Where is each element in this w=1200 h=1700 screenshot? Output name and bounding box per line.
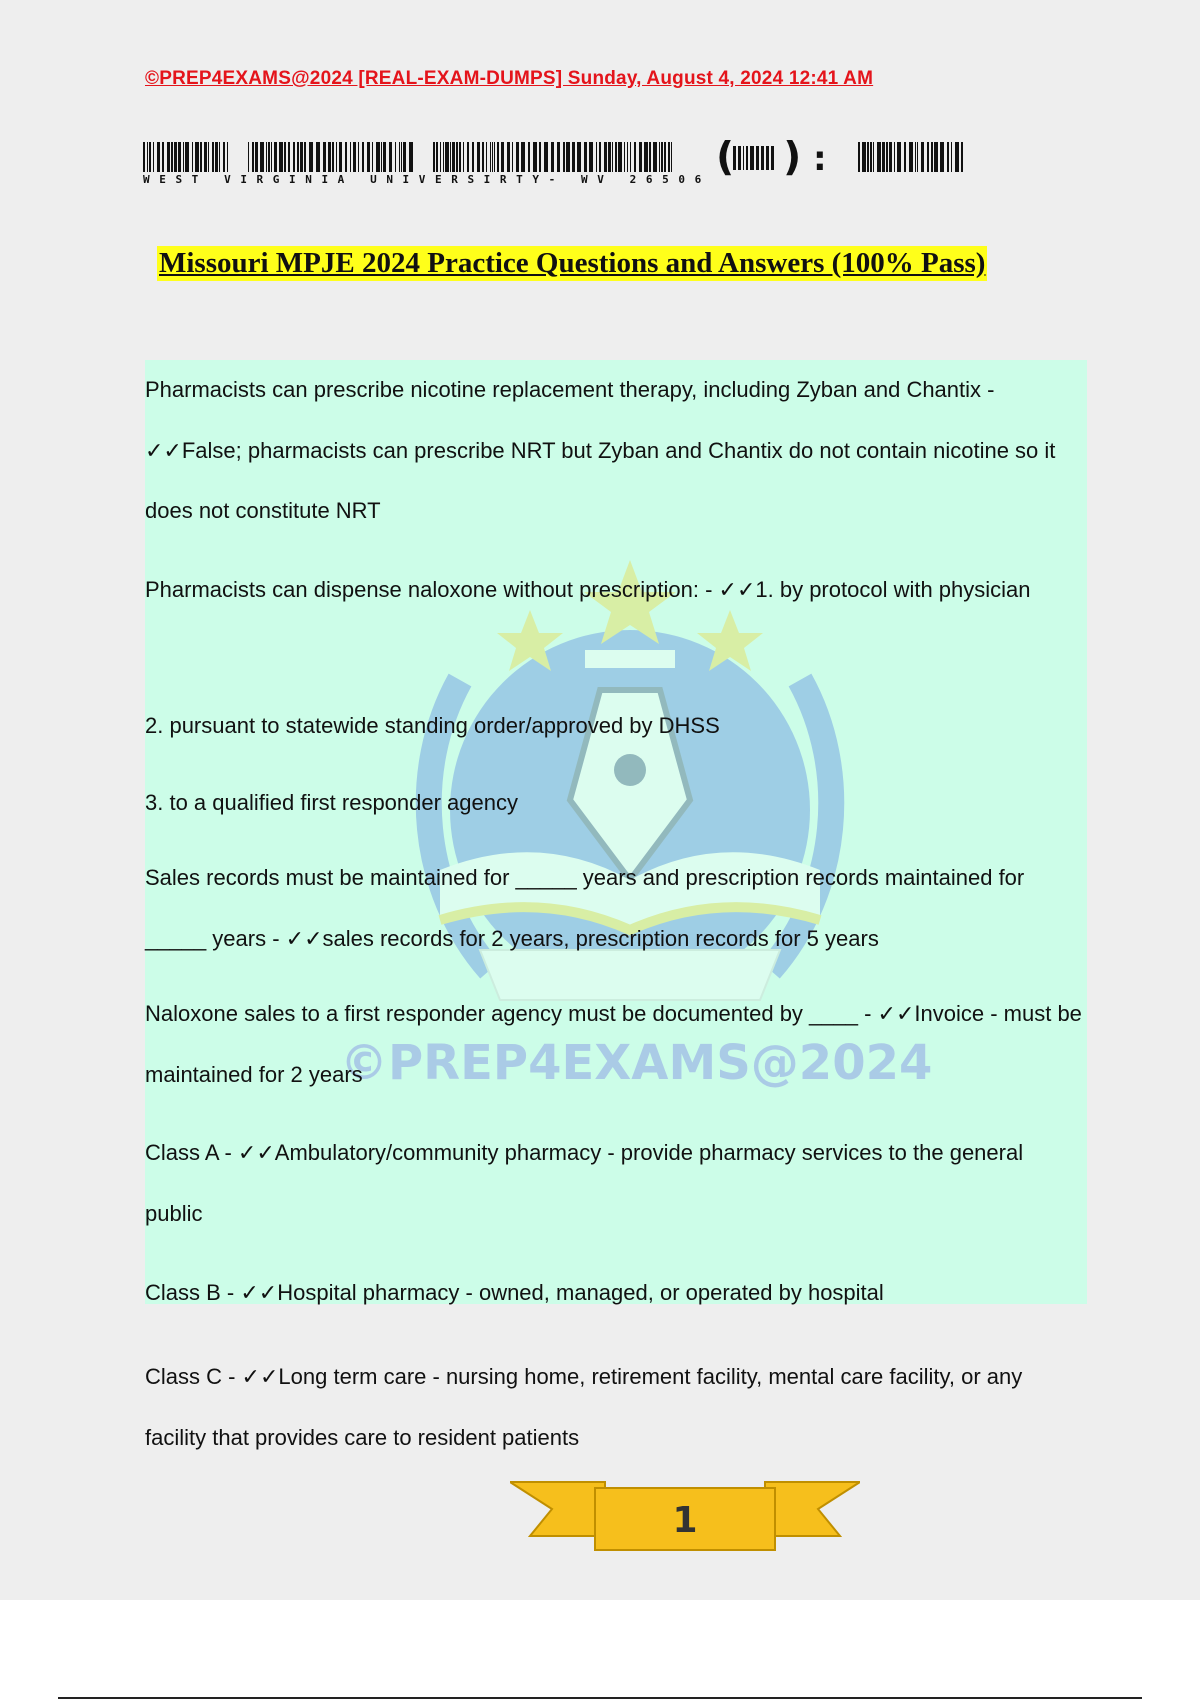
qa-item-text: Class C - ✓✓Long term care - nursing home, retirement facility, mental care facility, or any facility that provides care to resident patients — [145, 1364, 1023, 1450]
qa-item — [145, 848, 1085, 969]
watermark-text: ©PREP4EXAMS@2024 — [340, 1035, 933, 1091]
qa-item-text: Class A - ✓✓Ambulatory/community pharmacy - provide pharmacy services to the general public — [145, 1140, 1024, 1226]
barcode-open-paren: ( — [716, 140, 735, 178]
qa-item — [145, 560, 1085, 621]
barcode-strip — [143, 140, 973, 190]
qa-item-text: Pharmacists can dispense naloxone without prescription: - ✓✓1. by protocol with physician — [145, 577, 1031, 602]
barcode-colon: : — [813, 140, 827, 178]
barcode-caption: WEST VIRGINIA UNIVERSIRTY- WV 26506 — [143, 173, 711, 186]
bottom-divider — [58, 1697, 1142, 1699]
qa-item — [145, 1347, 1085, 1468]
barcode-close-paren: ) — [783, 140, 802, 178]
qa-item-text: Class B - ✓✓Hospital pharmacy - owned, managed, or operated by hospital — [145, 1280, 884, 1305]
page-number: 1 — [672, 1500, 698, 1541]
qa-item-text: 2. pursuant to statewide standing order/approved by DHSS — [145, 713, 720, 738]
qa-item — [145, 696, 1085, 757]
qa-item — [145, 773, 1085, 834]
qa-item — [145, 1123, 1085, 1244]
qa-item-text: Sales records must be maintained for _____ years and prescription records maintained for _____ years - ✓✓sales records for 2 years, prescription records for 5 years — [145, 865, 1025, 951]
qa-item-text: 3. to a qualified first responder agency — [145, 790, 519, 815]
qa-item-text: Naloxone sales to a first responder agency must be documented by ____ - ✓✓Invoice - must be maintained for 2 years — [145, 1001, 1082, 1087]
exam-header-line: ©PREP4EXAMS@2024 [REAL-EXAM-DUMPS] Sunday, August 4, 2024 12:41 AM — [145, 68, 874, 89]
qa-item — [145, 360, 1085, 542]
qa-item-text: Pharmacists can prescribe nicotine replacement therapy, including Zyban and Chantix - ✓✓False; pharmacists can prescribe NRT but Zyban and Chantix do not contain nicotine so it does not constitute NRT — [145, 377, 1056, 523]
document-title: Missouri MPJE 2024 Practice Questions and Answers (100% Pass) — [159, 247, 986, 279]
qa-item — [145, 1263, 1085, 1324]
qa-item — [145, 984, 1085, 1105]
